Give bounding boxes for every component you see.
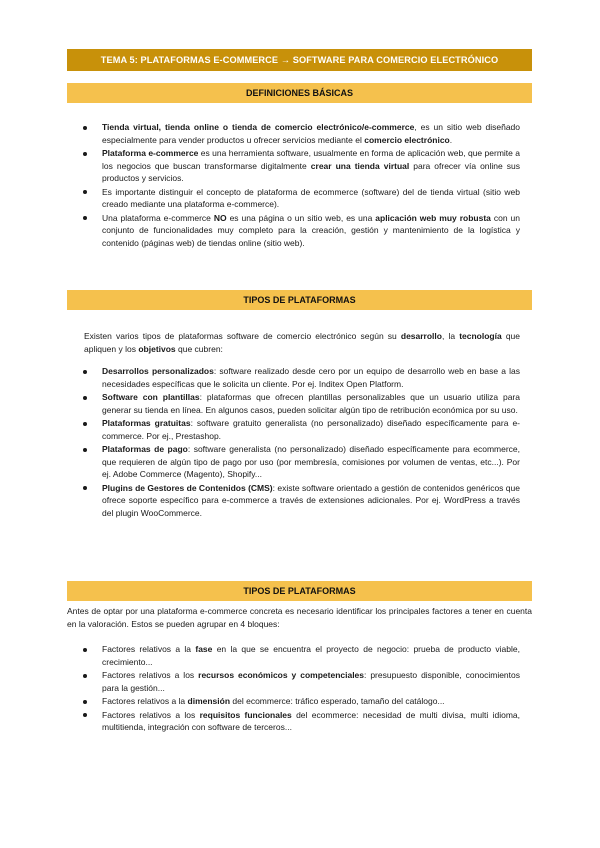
- bullet-icon: [83, 216, 87, 220]
- list-item: Es importante distinguir el concepto de plataforma de ecommerce (software) del de tienda virtual (sitio web creado mediante una plataforma e-commerce).: [80, 186, 520, 211]
- section-heading-text: DEFINICIONES BÁSICAS: [245, 88, 353, 98]
- list-item: Factores relativos a la fase en la que se encuentra el proyecto de negocio: prueba de producto viable, crecimiento...: [80, 643, 520, 668]
- factores-intro: Antes de optar por una plataforma e-commerce concreta es necesario identificar los principales factores a tener en cuenta en la valoración. Estos se pueden agrupar en 4 bloques:: [67, 606, 532, 629]
- list-item: Una plataforma e-commerce NO es una página o un sitio web, es una aplicación web muy robusta con un conjunto de funcionalidades muy completo para la creación, gestión y mantenimiento de la logística y contenido (páginas web) de tiendas online (sitio web).: [80, 212, 520, 250]
- document-title: [67, 49, 532, 71]
- bullet-icon: [83, 648, 87, 652]
- section-heading-factores: [67, 581, 532, 601]
- list-item: Factores relativos a los requisitos funcionales del ecommerce: necesidad de multi divisa, multi idioma, multitienda, integración con software de terceros...: [80, 709, 520, 734]
- list-item: Software con plantillas: plataformas que ofrecen plantillas personalizables que un usuario utiliza para generar su tienda en línea. En algunos casos, pueden solicitar algún tipo de retribución económica por su uso.: [80, 391, 520, 416]
- section-heading-text: TIPOS DE PLATAFORMAS: [243, 586, 356, 596]
- factores-list: [80, 643, 520, 735]
- list-item: Factores relativos a los recursos económicos y competenciales: presupuesto disponible, conocimientos para la gestión...: [80, 669, 520, 694]
- section-heading-definiciones: [67, 83, 532, 103]
- section-heading-text: TIPOS DE PLATAFORMAS: [243, 295, 356, 305]
- tipos-list: [80, 365, 520, 520]
- bullet-icon: [83, 126, 87, 130]
- bullet-icon: [83, 486, 87, 490]
- tipos-intro: Existen varios tipos de plataformas software de comercio electrónico según su desarrollo, la tecnología que apliquen y los objetivos que cubren:: [84, 331, 520, 354]
- bullet-icon: [83, 190, 87, 194]
- list-item: Desarrollos personalizados: software realizado desde cero por un equipo de desarrollo web en base a las necesidades específicas que le solicita un cliente. Por ej. Inditex Open Platform.: [80, 365, 520, 390]
- bullet-icon: [83, 448, 87, 452]
- bullet-icon: [83, 422, 87, 426]
- bullet-icon: [83, 396, 87, 400]
- bullet-icon: [83, 370, 87, 374]
- list-item: Plataformas gratuitas: software gratuito generalista (no personalizado) diseñado específicamente para e-commerce. Por ej., Prestashop.: [80, 417, 520, 442]
- list-item: Tienda virtual, tienda online o tienda de comercio electrónico/e-commerce, es un sitio web diseñado especialmente para vender productos u ofrecer servicios mediante el comercio electrónico.: [80, 121, 520, 146]
- bullet-icon: [83, 713, 87, 717]
- definitions-list: [80, 121, 520, 250]
- bullet-icon: [83, 152, 87, 156]
- list-item: Plugins de Gestores de Contenidos (CMS): existe software orientado a gestión de contenidos genéricos que ofrece soporte específico para e-commerce a través de extensiones adicionales. Por ej. WordPress a través del plugin WooCommerce.: [80, 482, 520, 520]
- list-item: Factores relativos a la dimensión del ecommerce: tráfico esperado, tamaño del catálogo...: [80, 695, 520, 708]
- list-item: Plataforma e-commerce es una herramienta software, usualmente en forma de aplicación web, que permite a los negocios que buscan transformarse digitalmente crear una tienda virtual para ofrecer vía online sus productos y servicios.: [80, 147, 520, 185]
- document-title-text: TEMA 5: PLATAFORMAS E-COMMERCE → SOFTWARE PARA COMERCIO ELECTRÓNICO: [100, 55, 499, 65]
- section-heading-tipos: [67, 290, 532, 310]
- bullet-icon: [83, 700, 87, 704]
- bullet-icon: [83, 674, 87, 678]
- list-item: Plataformas de pago: software generalista (no personalizado) diseñado específicamente para ecommerce, que requieren de algún tipo de pago por uso (por membresía, comisiones por volumen de ventas, etc...). Por ej. Adobe Commerce (Magento), Shopify...: [80, 443, 520, 481]
